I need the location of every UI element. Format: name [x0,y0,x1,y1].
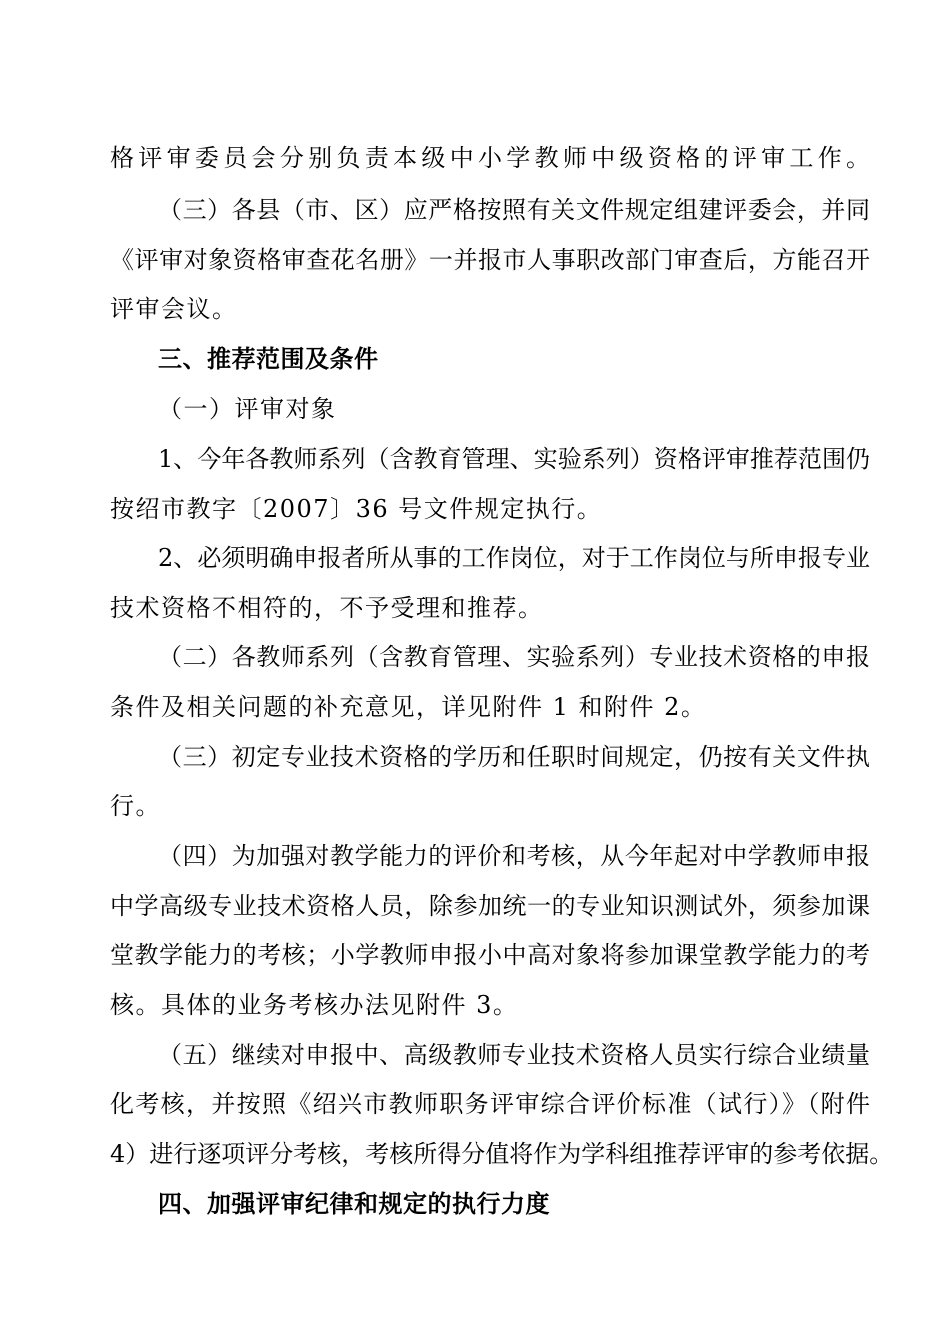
paragraph-line: 1、今年各教师系列（含教育管理、实验系列）资格评审推荐范围仍 [158,445,870,473]
paragraph-line: 评审会议。 [110,295,238,323]
paragraph-line: （三）初定专业技术资格的学历和任职时间规定，仍按有关文件执 [158,743,870,771]
paragraph-line: 格评审委员会分别负责本级中小学教师中级资格的评审工作。 [110,144,870,172]
subsection-heading: （一）评审对象 [158,395,337,423]
paragraph-line: 4）进行逐项评分考核，考核所得分值将作为学科组推荐评审的参考依据。 [110,1140,894,1168]
paragraph-line: 《评审对象资格审查花名册》一并报市人事职改部门审查后，方能召开 [110,246,870,274]
paragraph-line: 堂教学能力的考核；小学教师申报小中高对象将参加课堂教学能力的考 [110,941,870,969]
section-heading: 四、加强评审纪律和规定的执行力度 [158,1190,550,1218]
section-heading: 三、推荐范围及条件 [158,345,379,373]
paragraph-line: （五）继续对申报中、高级教师专业技术资格人员实行综合业绩量 [158,1041,870,1069]
paragraph-line: 按绍市教字〔2007〕36 号文件规定执行。 [110,495,603,523]
paragraph-line: （四）为加强对教学能力的评价和考核，从今年起对中学教师申报 [158,842,870,870]
paragraph-line: （三）各县（市、区）应严格按照有关文件规定组建评委会，并同 [158,196,870,224]
paragraph-line: 化考核，并按照《绍兴市教师职务评审综合评价标准（试行）》（附件 [110,1090,870,1118]
paragraph-line: 2、必须明确申报者所从事的工作岗位，对于工作岗位与所申报专业 [158,544,870,572]
paragraph-line: 中学高级专业技术资格人员，除参加统一的专业知识测试外，须参加课 [110,892,870,920]
paragraph-line: 技术资格不相符的，不予受理和推荐。 [110,594,544,622]
paragraph-line: 行。 [110,792,161,820]
paragraph-line: 核。具体的业务考核办法见附件 3。 [110,991,519,1019]
paragraph-line: 条件及相关问题的补充意见，详见附件 1 和附件 2。 [110,693,707,721]
paragraph-line: （二）各教师系列（含教育管理、实验系列）专业技术资格的申报 [158,643,870,671]
